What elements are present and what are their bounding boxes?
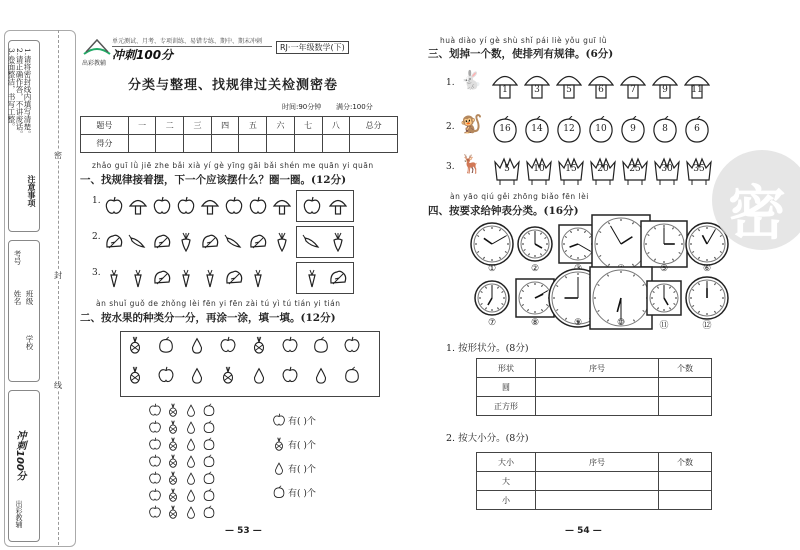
seal-line xyxy=(58,30,59,545)
notes-line-3: 3.卷面整洁，书写工整。 xyxy=(7,48,16,131)
q3-number[interactable]: 14 xyxy=(531,124,543,134)
header-publisher: 出彩教辅 xyxy=(82,60,107,67)
radish-icon xyxy=(176,232,196,256)
pear-icon xyxy=(272,460,286,479)
score-header-cell: 七 xyxy=(294,117,322,135)
t2-head-1: 大小 xyxy=(477,453,536,472)
peach-icon[interactable] xyxy=(202,504,216,523)
field-name: 姓名 xyxy=(13,290,22,305)
score-cell[interactable] xyxy=(350,135,398,153)
apple-icon xyxy=(248,196,268,220)
mushroom-icon xyxy=(200,196,220,220)
animal-icon: 🐇 xyxy=(460,70,483,91)
t2-cell[interactable] xyxy=(536,491,659,510)
carrot-icon xyxy=(176,268,196,292)
score-header-cell: 题号 xyxy=(81,117,129,135)
q3-pinyin: huà diào yí gè shù shǐ pái liè yǒu guī lǜ xyxy=(440,36,607,45)
q3-number[interactable]: 6 xyxy=(694,124,700,134)
q3-number[interactable]: 9 xyxy=(662,85,668,95)
clock-label: ⑨ xyxy=(573,318,583,328)
clock-label: ⑤ xyxy=(659,264,669,274)
q3-row-number: 3. xyxy=(446,162,455,172)
cabbage-icon xyxy=(152,268,172,292)
peach-icon xyxy=(312,336,330,358)
q1-row-number: 3. xyxy=(92,268,101,278)
clock-label: ② xyxy=(530,264,540,274)
score-cell[interactable] xyxy=(184,135,212,153)
sub1-prompt: 1. 按形状分。(8分) xyxy=(446,343,529,354)
round-clock-icon[interactable] xyxy=(470,222,514,270)
pineapple-icon[interactable] xyxy=(166,504,180,523)
pineapple-icon xyxy=(272,436,286,455)
notes-title: 注意事项 xyxy=(27,175,36,207)
seal-char-2: 封 xyxy=(54,271,62,280)
peach-icon xyxy=(157,336,175,358)
pear-icon xyxy=(188,366,206,388)
sub2-prompt: 2. 按大小分。(8分) xyxy=(446,433,529,444)
cabbage-icon xyxy=(104,232,124,256)
score-cell[interactable] xyxy=(322,135,350,153)
apple-icon[interactable] xyxy=(148,504,162,523)
score-cell[interactable] xyxy=(211,135,239,153)
score-table xyxy=(80,116,398,153)
t1-head-1: 形状 xyxy=(477,359,536,378)
score-header-cell: 八 xyxy=(322,117,350,135)
score-header-cell: 五 xyxy=(239,117,267,135)
q3-number[interactable]: 7 xyxy=(630,85,636,95)
carrot-icon xyxy=(200,268,220,292)
fill-blank[interactable]: 有( )个 xyxy=(288,489,316,499)
t2-head-2: 序号 xyxy=(536,453,659,472)
q2-prompt: 二、按水果的种类分一分，再涂一涂，填一填。(12分) xyxy=(80,312,336,324)
q1-pinyin: zhǎo guī lǜ jiē zhe bǎi xià yí gè yīng gāi bǎi shén me quān yi quān xyxy=(92,161,374,170)
pear-icon xyxy=(250,366,268,388)
notes-line-1: 1.请将密封线内填写清楚。 xyxy=(23,48,32,138)
grade-badge: RJ·一年级数学(下) xyxy=(276,41,349,54)
pineapple-icon xyxy=(219,366,237,388)
fill-blank[interactable]: 有( )个 xyxy=(288,465,316,475)
t2-row-small: 小 xyxy=(477,491,536,510)
t1-row-square: 正方形 xyxy=(477,397,536,416)
pineapple-icon xyxy=(250,336,268,358)
q3-number[interactable]: 8 xyxy=(662,124,668,134)
peach-icon xyxy=(343,366,361,388)
t1-cell[interactable] xyxy=(536,378,659,397)
apple-icon xyxy=(152,196,172,220)
q3-number[interactable]: 11 xyxy=(691,85,703,95)
t1-cell[interactable] xyxy=(659,378,712,397)
cabbage-icon xyxy=(248,232,268,256)
pineapple-icon xyxy=(126,366,144,388)
pear-icon xyxy=(312,366,330,388)
header-logo-text: 冲刺100分 xyxy=(112,48,174,62)
q3-number[interactable]: 35 xyxy=(693,164,705,174)
secret-stamp-char: 密 xyxy=(728,179,787,247)
shape-table xyxy=(476,358,712,416)
q1-row-number: 1. xyxy=(92,196,101,206)
q3-number[interactable]: 25 xyxy=(629,164,641,174)
apple-icon xyxy=(272,412,286,431)
exam-score: 满分:100分 xyxy=(336,103,373,111)
t2-row-big: 大 xyxy=(477,472,536,491)
pear-icon[interactable] xyxy=(184,504,198,523)
score-cell: 得分 xyxy=(81,135,129,153)
t1-cell[interactable] xyxy=(659,397,712,416)
seal-char-3: 线 xyxy=(54,381,62,390)
pineapple-icon xyxy=(126,336,144,358)
clock-label: ⑩ xyxy=(616,318,626,328)
carrot-icon[interactable] xyxy=(302,268,322,292)
q3-number[interactable]: 3 xyxy=(534,85,540,95)
carrot-icon xyxy=(248,268,268,292)
q3-number[interactable]: 1 xyxy=(502,85,508,95)
clock-label: ⑦ xyxy=(487,318,497,328)
chili-icon xyxy=(128,232,148,256)
q3-number[interactable]: 10 xyxy=(533,164,545,174)
radish-icon[interactable] xyxy=(328,232,348,256)
chili-icon xyxy=(224,232,244,256)
carrot-icon xyxy=(104,268,124,292)
q2-pinyin: àn shuǐ guǒ de zhǒng lèi fēn yi fēn zài tú yì tú tián yi tián xyxy=(96,299,341,308)
q3-number[interactable]: 30 xyxy=(661,164,673,174)
t2-head-3: 个数 xyxy=(659,453,712,472)
exam-time: 时间:90分钟 xyxy=(282,103,322,111)
q3-prompt: 三、划掉一个数，使排列有规律。(6分) xyxy=(428,48,614,60)
score-header-cell: 三 xyxy=(184,117,212,135)
size-table xyxy=(476,452,712,510)
animal-icon: 🦌 xyxy=(460,154,483,175)
q3-number[interactable]: 20 xyxy=(597,164,609,174)
round-clock-icon[interactable] xyxy=(474,280,510,320)
field-class: 班级 xyxy=(25,290,34,305)
t2-cell[interactable] xyxy=(536,472,659,491)
radish-icon xyxy=(272,232,292,256)
cabbage-icon xyxy=(200,232,220,256)
score-header-cell: 六 xyxy=(267,117,295,135)
t1-cell[interactable] xyxy=(536,397,659,416)
apple-icon[interactable] xyxy=(302,196,322,220)
notes-line-2: 2.请正确作答，不讲废话。 xyxy=(15,48,24,138)
page-number-left: — 53 — xyxy=(225,526,262,536)
score-header-cell: 二 xyxy=(156,117,184,135)
apple-icon xyxy=(176,196,196,220)
q4-prompt: 四、按要求给钟表分类。(16分) xyxy=(428,205,579,217)
q3-number[interactable]: 5 xyxy=(504,164,510,174)
t2-cell[interactable] xyxy=(659,472,712,491)
t1-head-2: 序号 xyxy=(536,359,659,378)
q3-number[interactable]: 5 xyxy=(566,85,572,95)
mushroom-icon xyxy=(272,196,292,220)
apple-icon xyxy=(281,336,299,358)
pear-icon xyxy=(188,336,206,358)
score-cell[interactable] xyxy=(128,135,156,153)
field-id: 考号 xyxy=(13,250,22,265)
t1-head-3: 个数 xyxy=(659,359,712,378)
clock-label: ① xyxy=(487,264,497,274)
q1-row-number: 2. xyxy=(92,232,101,242)
apple-icon xyxy=(104,196,124,220)
mushroom-icon[interactable] xyxy=(328,196,348,220)
cabbage-icon xyxy=(152,232,172,256)
score-header-cell: 四 xyxy=(211,117,239,135)
q3-number[interactable]: 15 xyxy=(565,164,577,174)
q3-number[interactable]: 12 xyxy=(563,124,575,134)
animal-icon: 🐒 xyxy=(460,114,483,135)
round-clock-icon[interactable] xyxy=(685,276,729,324)
t1-row-circle: 圆 xyxy=(477,378,536,397)
q3-number[interactable]: 16 xyxy=(499,124,511,134)
peach-icon xyxy=(272,484,286,503)
t2-cell[interactable] xyxy=(659,491,712,510)
round-clock-icon[interactable] xyxy=(517,226,553,266)
fill-blank[interactable]: 有( )个 xyxy=(288,441,316,451)
q1-prompt: 一、找规律接着摆，下一个应该摆什么？圈一圈。(12分) xyxy=(80,174,347,186)
apple-icon xyxy=(157,366,175,388)
q3-number[interactable]: 6 xyxy=(598,85,604,95)
score-cell[interactable] xyxy=(294,135,322,153)
apple-icon xyxy=(343,336,361,358)
score-cell[interactable] xyxy=(239,135,267,153)
apple-icon xyxy=(219,336,237,358)
page-title: 分类与整理、找规律过关检测密卷 xyxy=(128,78,339,93)
apple-icon xyxy=(281,366,299,388)
spine-brand: 冲刺100分 xyxy=(14,430,25,481)
clock-label: ⑥ xyxy=(702,264,712,274)
carrot-icon xyxy=(128,268,148,292)
q4-pinyin: àn yāo qiú gěi zhōng biǎo fēn lèi xyxy=(450,192,589,201)
clock-label: ⑪ xyxy=(659,321,669,331)
q3-row-number: 1. xyxy=(446,78,455,88)
apple-icon xyxy=(224,196,244,220)
spine-publisher: 出彩教辅 xyxy=(15,500,23,528)
score-cell[interactable] xyxy=(156,135,184,153)
seal-char-1: 密 xyxy=(54,151,62,160)
score-header-cell: 总分 xyxy=(350,117,398,135)
fill-blank[interactable]: 有( )个 xyxy=(288,417,316,427)
cabbage-icon xyxy=(224,268,244,292)
clock-label: ⑧ xyxy=(530,318,540,328)
header-rule xyxy=(112,46,272,47)
score-header-cell: 一 xyxy=(128,117,156,135)
mushroom-icon xyxy=(128,196,148,220)
chili-icon[interactable] xyxy=(302,232,322,256)
score-cell[interactable] xyxy=(267,135,295,153)
q3-row-number: 2. xyxy=(446,122,455,132)
field-school: 学校 xyxy=(25,335,34,350)
q3-number[interactable]: 10 xyxy=(595,124,607,134)
clock-label: ⑫ xyxy=(702,321,712,331)
cabbage-icon[interactable] xyxy=(328,268,348,292)
square-clock-icon[interactable] xyxy=(646,280,682,320)
page-number-right: — 54 — xyxy=(565,526,602,536)
header-tagline: 单元测试、月考、专项训练、易错专练、期中、期末冲刺 xyxy=(112,38,263,45)
q3-number[interactable]: 9 xyxy=(630,124,636,134)
